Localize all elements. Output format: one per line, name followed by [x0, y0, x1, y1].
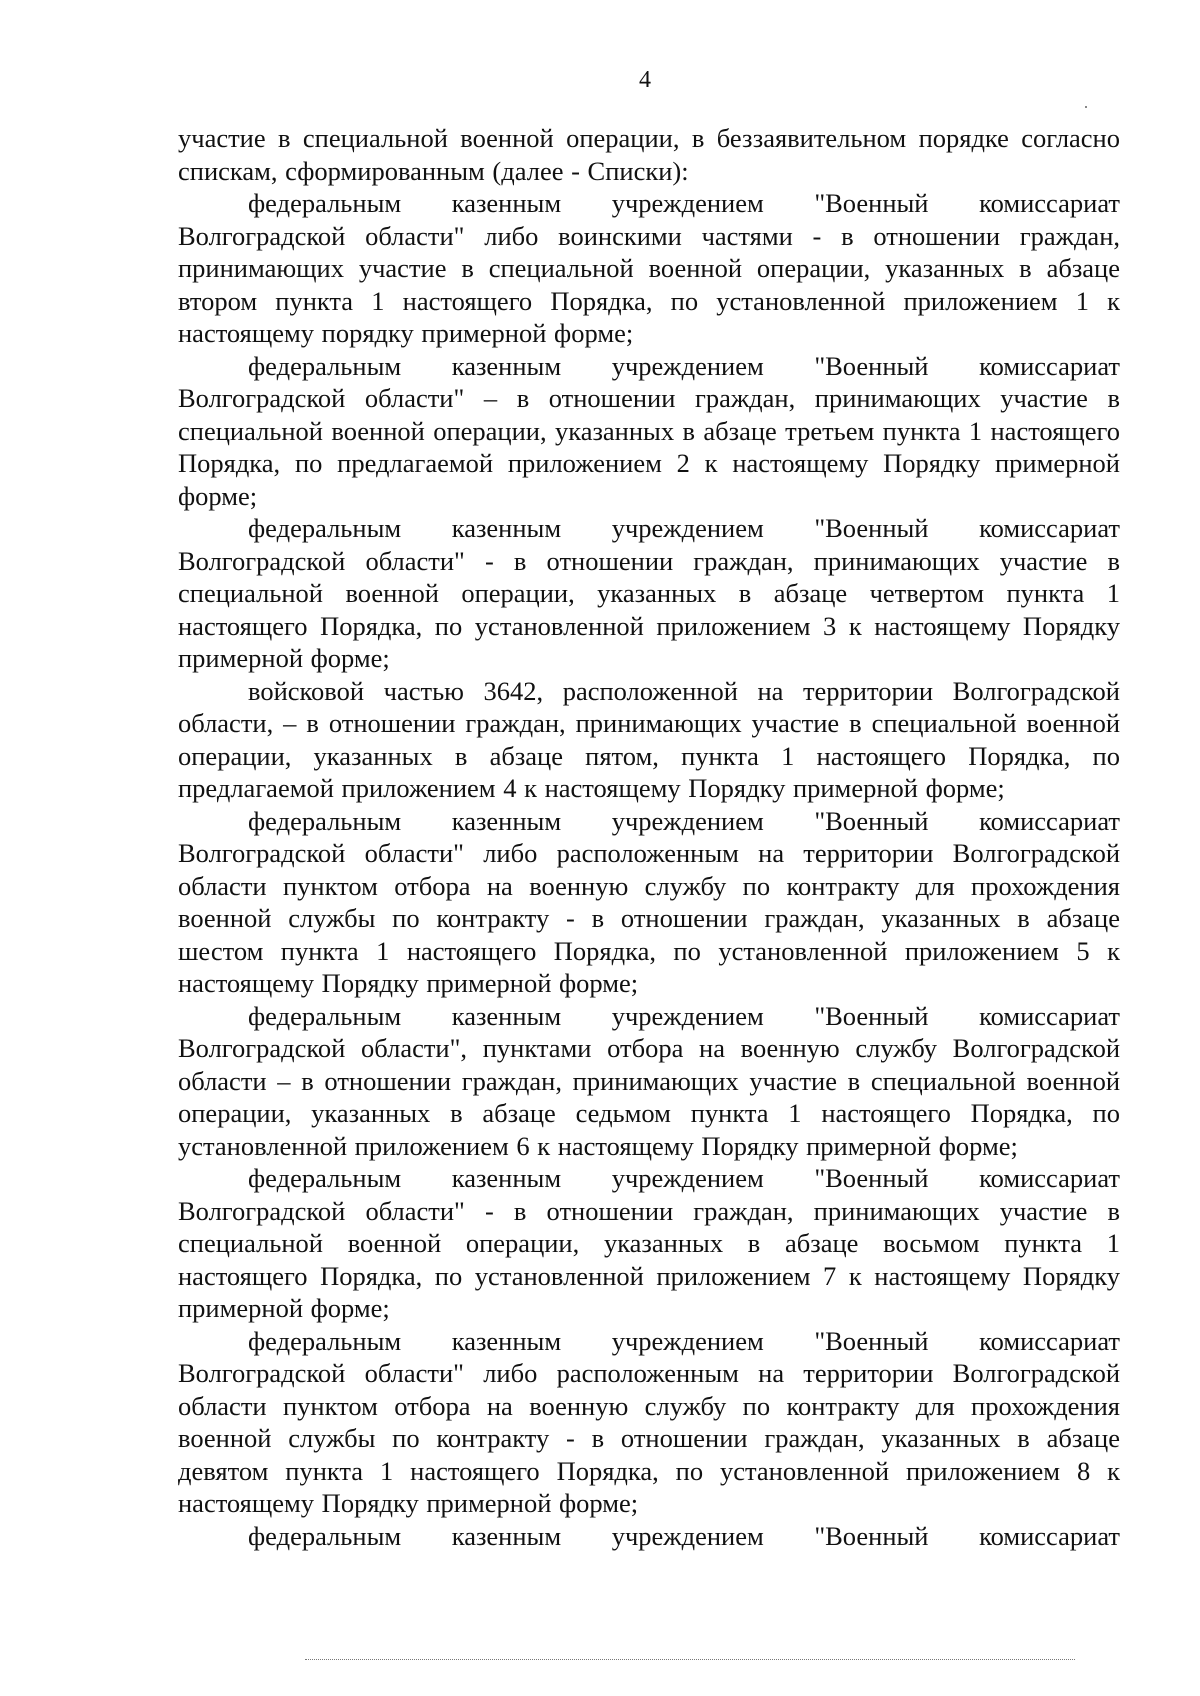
document-body — [178, 122, 1120, 1552]
page-number: 4 — [639, 67, 651, 93]
paragraph-list-item: федеральным казенным учреждением "Военный комиссариат Волгоградской области" либо воинскими частями - в отношении граждан, принимающих участие в специальной военной операции, указанных в абзаце втором пункта 1 настоящего Порядка, по установленной приложением 1 к настоящему порядку примерной форме; — [178, 188, 1120, 348]
paragraph-list-item: федеральным казенным учреждением "Военный комиссариат Волгоградской области" либо расположенным на территории Волгоградской области пунктом отбора на военную службу по контракту для прохождения военной службы по контракту - в отношении граждан, указанных в абзаце девятом пункта 1 настоящего Порядка, по установленной приложением 8 к настоящему Порядку примерной форме; — [178, 1325, 1120, 1518]
paragraph-list-item: федеральным казенным учреждением "Военный комиссариат Волгоградской области", пунктами отбора на военную службу Волгоградской области – в отношении граждан, принимающих участие в специальной военной операции, указанных в абзаце седьмом пункта 1 настоящего Порядка, по установленной приложением 6 к настоящему Порядку примерной форме; — [178, 1000, 1120, 1161]
paragraph-list-item: войсковой частью 3642, расположенной на территории Волгоградской области, – в отношении граждан, принимающих участие в специальной военной операции, указанных в абзаце пятом, пункта 1 настоящего Порядка, по предлагаемой приложением 4 к настоящему Порядку примерной форме; — [178, 675, 1120, 803]
paragraph-list-item-partial: федеральным казенным учреждением "Военный комиссариат — [248, 1520, 1120, 1551]
scan-speck — [1085, 106, 1087, 108]
paragraph-continuation: участие в специальной военной операции, в беззаявительном порядке согласно спискам, сформированным (далее - Списки): — [178, 123, 1120, 186]
paragraph-list-item: федеральным казенным учреждением "Военный комиссариат Волгоградской области" - в отношении граждан, принимающих участие в специальной военной операции, указанных в абзаце четвертом пункта 1 настоящего Порядка, по установленной приложением 3 к настоящему Порядку примерной форме; — [178, 513, 1120, 673]
paragraph-list-item: федеральным казенным учреждением "Военный комиссариат Волгоградской области" - в отношении граждан, принимающих участие в специальной военной операции, указанных в абзаце восьмом пункта 1 настоящего Порядка, по установленной приложением 7 к настоящему Порядку примерной форме; — [178, 1163, 1120, 1323]
scan-edge-line — [305, 1659, 1075, 1661]
paragraph-list-item: федеральным казенным учреждением "Военный комиссариат Волгоградской области" – в отношении граждан, принимающих участие в специальной военной операции, указанных в абзаце третьем пункта 1 настоящего Порядка, по предлагаемой приложением 2 к настоящему Порядку примерной форме; — [178, 350, 1120, 511]
paragraph-list-item: федеральным казенным учреждением "Военный комиссариат Волгоградской области" либо расположенным на территории Волгоградской области пунктом отбора на военную службу по контракту для прохождения военной службы по контракту - в отношении граждан, указанных в абзаце шестом пункта 1 настоящего Порядка, по установленной приложением 5 к настоящему Порядку примерной форме; — [178, 805, 1120, 998]
